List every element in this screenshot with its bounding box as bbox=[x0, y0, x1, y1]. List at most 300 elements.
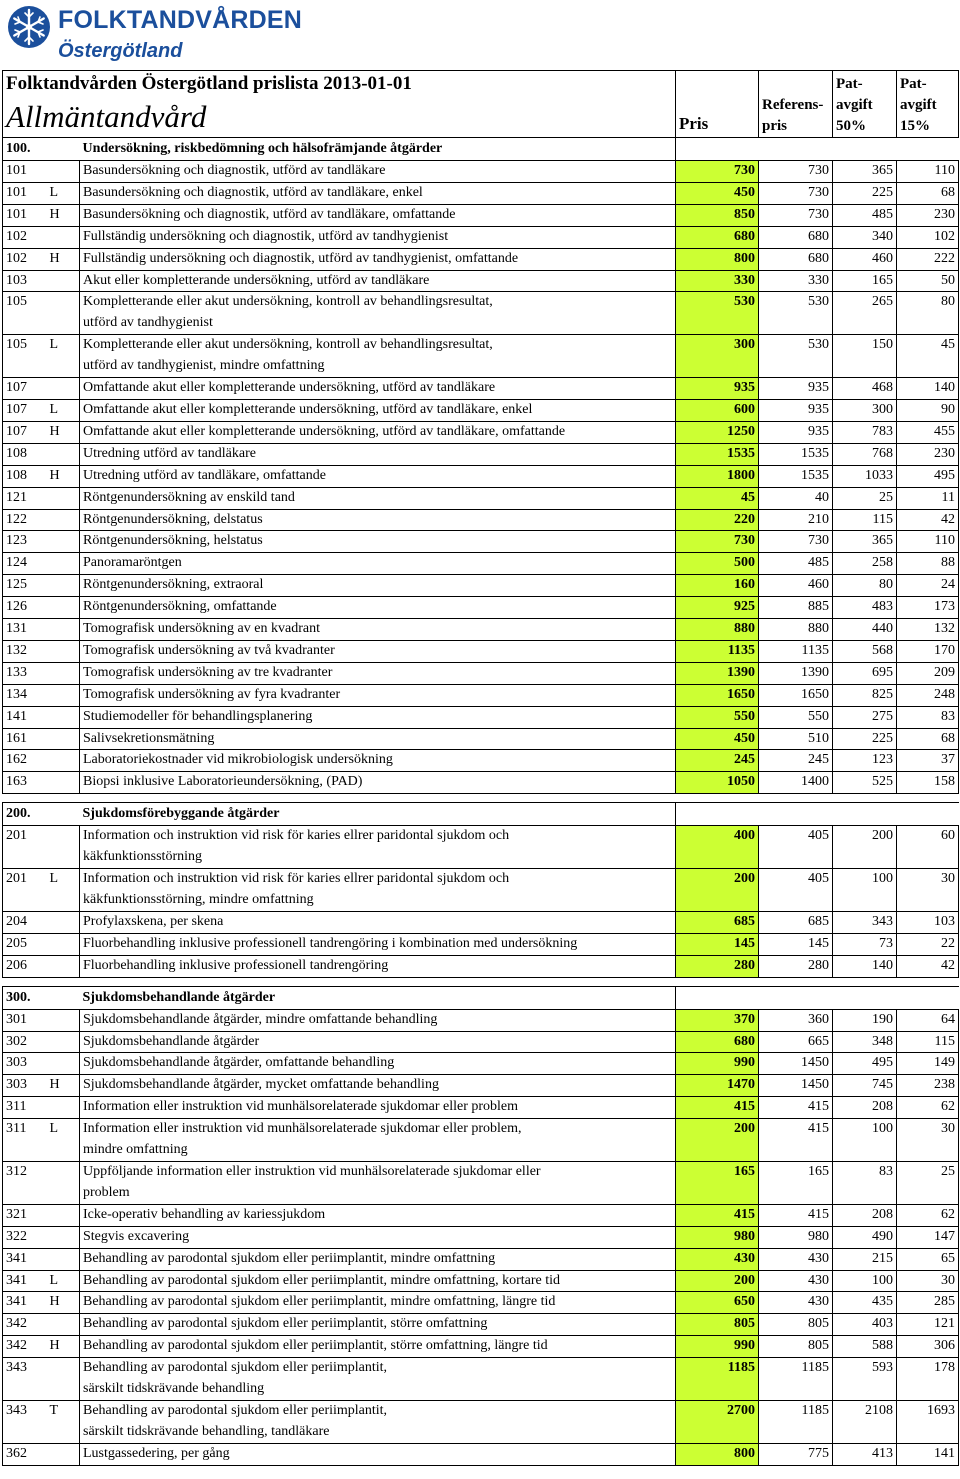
row-referenspris: 935 bbox=[759, 399, 833, 421]
row-referenspris: 935 bbox=[759, 421, 833, 443]
table-row bbox=[3, 292, 959, 335]
row-description-line: Biopsi inklusive Laboratorieundersökning, (PAD) bbox=[83, 774, 363, 790]
row-description-line-2: utförd av tandhygienist bbox=[83, 315, 213, 331]
row-pris: 1470 bbox=[676, 1075, 759, 1097]
row-code: 204 bbox=[3, 911, 47, 933]
table-row bbox=[3, 1161, 959, 1204]
row-description bbox=[80, 1119, 676, 1162]
row-pris: 430 bbox=[676, 1248, 759, 1270]
row-patavgift-15: 11 bbox=[897, 487, 959, 509]
row-description-line-2: käkfunktionsstörning bbox=[83, 849, 202, 865]
row-pris: 685 bbox=[676, 911, 759, 933]
row-referenspris: 1535 bbox=[759, 465, 833, 487]
row-patavgift-15: 103 bbox=[897, 911, 959, 933]
row-code: 133 bbox=[3, 662, 47, 684]
row-description-line: Information eller instruktion vid munhälsorelaterade sjukdomar eller problem bbox=[83, 1099, 519, 1115]
row-referenspris: 730 bbox=[759, 182, 833, 204]
row-patavgift-50: 460 bbox=[833, 248, 897, 270]
row-description-line: Icke-operativ behandling av kariessjukdom bbox=[83, 1206, 326, 1222]
row-patavgift-50: 340 bbox=[833, 226, 897, 248]
row-patavgift-15: 42 bbox=[897, 955, 959, 977]
row-code: 125 bbox=[3, 575, 47, 597]
row-patavgift-15: 83 bbox=[897, 706, 959, 728]
row-description bbox=[80, 1270, 676, 1292]
row-description-line: Stegvis excavering bbox=[83, 1228, 190, 1244]
row-patavgift-50: 73 bbox=[833, 933, 897, 955]
row-patavgift-50: 265 bbox=[833, 292, 897, 335]
row-patavgift-50: 208 bbox=[833, 1204, 897, 1226]
row-description-line: Omfattande akut eller kompletterande undersökning, utförd av tandläkare, enkel bbox=[83, 401, 533, 417]
section-gap bbox=[3, 977, 959, 986]
row-description-line: Tomografisk undersökning av två kvadranter bbox=[83, 642, 335, 658]
row-description-line: Profylaxskena, per skena bbox=[83, 913, 224, 929]
row-description bbox=[80, 575, 676, 597]
table-row bbox=[3, 1248, 959, 1270]
row-patavgift-15: 115 bbox=[897, 1031, 959, 1053]
table-row bbox=[3, 248, 959, 270]
row-description bbox=[80, 684, 676, 706]
row-pris: 730 bbox=[676, 161, 759, 183]
table-row bbox=[3, 662, 959, 684]
row-suffix bbox=[47, 597, 80, 619]
row-patavgift-50: 100 bbox=[833, 1270, 897, 1292]
row-description-line: Behandling av parodontal sjukdom eller periimplantit, större omfattning, längre tid bbox=[83, 1338, 548, 1354]
row-code: 206 bbox=[3, 955, 47, 977]
row-description bbox=[80, 619, 676, 641]
row-patavgift-15: 68 bbox=[897, 728, 959, 750]
row-suffix bbox=[47, 1204, 80, 1226]
row-description-line: Basundersökning och diagnostik, utförd av tandläkare bbox=[83, 163, 386, 178]
row-suffix bbox=[47, 1097, 80, 1119]
row-suffix: H bbox=[47, 1336, 80, 1358]
row-patavgift-50: 1033 bbox=[833, 465, 897, 487]
row-suffix: L bbox=[47, 182, 80, 204]
row-suffix: L bbox=[47, 1119, 80, 1162]
row-description-line: Tomografisk undersökning av tre kvadranter bbox=[83, 664, 333, 680]
row-pris: 220 bbox=[676, 509, 759, 531]
section-title: Undersökning, riskbedömning och hälsofrämjande åtgärder bbox=[80, 138, 676, 161]
col-header-pat15: Pat-avgift 15% bbox=[897, 71, 959, 138]
row-patavgift-15: 147 bbox=[897, 1226, 959, 1248]
row-description bbox=[80, 1097, 676, 1119]
row-code: 312 bbox=[3, 1161, 47, 1204]
row-patavgift-15: 173 bbox=[897, 597, 959, 619]
row-patavgift-50: 190 bbox=[833, 1009, 897, 1031]
table-row bbox=[3, 955, 959, 977]
section-title: Sjukdomsbehandlande åtgärder bbox=[80, 986, 676, 1009]
row-patavgift-50: 300 bbox=[833, 399, 897, 421]
row-patavgift-50: 593 bbox=[833, 1358, 897, 1401]
table-row bbox=[3, 619, 959, 641]
row-patavgift-50: 115 bbox=[833, 509, 897, 531]
row-patavgift-15: 1693 bbox=[897, 1400, 959, 1443]
row-referenspris: 550 bbox=[759, 706, 833, 728]
row-pris: 680 bbox=[676, 1031, 759, 1053]
row-patavgift-15: 238 bbox=[897, 1075, 959, 1097]
row-description-line: Akut eller kompletterande undersökning, utförd av tandläkare bbox=[83, 272, 430, 288]
row-code: 122 bbox=[3, 509, 47, 531]
row-suffix: H bbox=[47, 204, 80, 226]
row-description bbox=[80, 553, 676, 575]
row-suffix: L bbox=[47, 399, 80, 421]
row-description-line: Sjukdomsbehandlande åtgärder, omfattande behandling bbox=[83, 1055, 395, 1071]
row-description-line: Behandling av parodontal sjukdom eller periimplantit, mindre omfattning, längre tid bbox=[83, 1294, 556, 1310]
row-patavgift-50: 483 bbox=[833, 597, 897, 619]
table-row bbox=[3, 487, 959, 509]
section-gap-cell bbox=[3, 977, 959, 986]
row-patavgift-15: 230 bbox=[897, 204, 959, 226]
row-pris: 730 bbox=[676, 531, 759, 553]
row-patavgift-50: 100 bbox=[833, 1119, 897, 1162]
row-description bbox=[80, 182, 676, 204]
row-description-line: Behandling av parodontal sjukdom eller periimplantit, bbox=[83, 1402, 388, 1418]
col-header-referens: Referens-pris bbox=[759, 71, 833, 138]
row-description-line: Information eller instruktion vid munhälsorelaterade sjukdomar eller problem, bbox=[83, 1121, 522, 1137]
row-pris: 1650 bbox=[676, 684, 759, 706]
row-code: 123 bbox=[3, 531, 47, 553]
row-patavgift-15: 24 bbox=[897, 575, 959, 597]
logo bbox=[6, 4, 306, 66]
row-suffix: L bbox=[47, 869, 80, 912]
table-row bbox=[3, 1270, 959, 1292]
row-suffix: H bbox=[47, 1075, 80, 1097]
table-row bbox=[3, 335, 959, 378]
row-referenspris: 430 bbox=[759, 1292, 833, 1314]
table-row bbox=[3, 1097, 959, 1119]
table-row bbox=[3, 531, 959, 553]
row-referenspris: 1450 bbox=[759, 1075, 833, 1097]
row-patavgift-50: 140 bbox=[833, 955, 897, 977]
row-patavgift-15: 62 bbox=[897, 1097, 959, 1119]
row-code: 302 bbox=[3, 1031, 47, 1053]
row-referenspris: 1390 bbox=[759, 662, 833, 684]
row-patavgift-15: 121 bbox=[897, 1314, 959, 1336]
row-suffix bbox=[47, 728, 80, 750]
row-pris: 1185 bbox=[676, 1358, 759, 1401]
row-suffix bbox=[47, 1358, 80, 1401]
row-referenspris: 485 bbox=[759, 553, 833, 575]
table-row bbox=[3, 1075, 959, 1097]
table-row bbox=[3, 869, 959, 912]
row-referenspris: 530 bbox=[759, 335, 833, 378]
row-pris: 1800 bbox=[676, 465, 759, 487]
row-pris: 2700 bbox=[676, 1400, 759, 1443]
row-description bbox=[80, 640, 676, 662]
row-description bbox=[80, 1204, 676, 1226]
row-description bbox=[80, 1248, 676, 1270]
row-code: 105 bbox=[3, 335, 47, 378]
row-patavgift-15: 306 bbox=[897, 1336, 959, 1358]
row-description bbox=[80, 1075, 676, 1097]
section-title: Sjukdomsförebyggande åtgärder bbox=[80, 803, 676, 826]
row-patavgift-50: 225 bbox=[833, 182, 897, 204]
row-suffix bbox=[47, 826, 80, 869]
section-code: 200. bbox=[3, 803, 47, 826]
row-code: 342 bbox=[3, 1314, 47, 1336]
row-code: 342 bbox=[3, 1336, 47, 1358]
row-description-line: Behandling av parodontal sjukdom eller periimplantit, mindre omfattning bbox=[83, 1250, 496, 1266]
table-row bbox=[3, 443, 959, 465]
row-description-line-2: problem bbox=[83, 1184, 130, 1200]
row-description bbox=[80, 1314, 676, 1336]
row-pris: 1390 bbox=[676, 662, 759, 684]
row-referenspris: 430 bbox=[759, 1270, 833, 1292]
row-pris: 850 bbox=[676, 204, 759, 226]
table-row bbox=[3, 1226, 959, 1248]
row-referenspris: 730 bbox=[759, 531, 833, 553]
table-row bbox=[3, 378, 959, 400]
row-patavgift-50: 225 bbox=[833, 728, 897, 750]
row-suffix bbox=[47, 1161, 80, 1204]
table-row bbox=[3, 161, 959, 183]
row-description bbox=[80, 161, 676, 183]
row-patavgift-50: 525 bbox=[833, 772, 897, 794]
row-patavgift-15: 22 bbox=[897, 933, 959, 955]
section-spacer bbox=[47, 138, 80, 161]
row-pris: 1135 bbox=[676, 640, 759, 662]
row-patavgift-15: 149 bbox=[897, 1053, 959, 1075]
row-description bbox=[80, 1009, 676, 1031]
table-row bbox=[3, 1009, 959, 1031]
row-pris: 500 bbox=[676, 553, 759, 575]
row-patavgift-15: 60 bbox=[897, 826, 959, 869]
row-description-line: Basundersökning och diagnostik, utförd av tandläkare, enkel bbox=[83, 184, 423, 200]
row-pris: 1250 bbox=[676, 421, 759, 443]
row-description-line: Behandling av parodontal sjukdom eller periimplantit, bbox=[83, 1360, 388, 1376]
row-patavgift-50: 403 bbox=[833, 1314, 897, 1336]
row-patavgift-50: 783 bbox=[833, 421, 897, 443]
row-description bbox=[80, 270, 676, 292]
row-patavgift-15: 30 bbox=[897, 1270, 959, 1292]
table-row bbox=[3, 1119, 959, 1162]
row-referenspris: 1185 bbox=[759, 1358, 833, 1401]
row-description-line: Fluorbehandling inklusive professionell tandrengöring i kombination med undersökning bbox=[83, 935, 578, 951]
row-patavgift-50: 150 bbox=[833, 335, 897, 378]
row-description bbox=[80, 772, 676, 794]
row-patavgift-50: 485 bbox=[833, 204, 897, 226]
table-row bbox=[3, 728, 959, 750]
row-patavgift-15: 110 bbox=[897, 531, 959, 553]
row-suffix bbox=[47, 270, 80, 292]
row-patavgift-50: 588 bbox=[833, 1336, 897, 1358]
row-referenspris: 510 bbox=[759, 728, 833, 750]
row-patavgift-50: 413 bbox=[833, 1443, 897, 1465]
row-description-line: Kompletterande eller akut undersökning, kontroll av behandlingsresultat, bbox=[83, 337, 493, 353]
row-description bbox=[80, 487, 676, 509]
row-description bbox=[80, 933, 676, 955]
row-patavgift-50: 275 bbox=[833, 706, 897, 728]
row-code: 321 bbox=[3, 1204, 47, 1226]
row-patavgift-50: 343 bbox=[833, 911, 897, 933]
row-referenspris: 880 bbox=[759, 619, 833, 641]
table-row bbox=[3, 1053, 959, 1075]
table-row bbox=[3, 597, 959, 619]
row-description bbox=[80, 911, 676, 933]
row-patavgift-50: 468 bbox=[833, 378, 897, 400]
row-description-line: Sjukdomsbehandlande åtgärder, mycket omfattande behandling bbox=[83, 1077, 439, 1093]
row-code: 201 bbox=[3, 869, 47, 912]
row-description bbox=[80, 509, 676, 531]
row-description-line: Behandling av parodontal sjukdom eller periimplantit, större omfattning bbox=[83, 1316, 488, 1332]
row-patavgift-50: 490 bbox=[833, 1226, 897, 1248]
row-description-line: Tomografisk undersökning av fyra kvadranter bbox=[83, 686, 341, 702]
row-patavgift-15: 178 bbox=[897, 1358, 959, 1401]
row-patavgift-15: 42 bbox=[897, 509, 959, 531]
row-patavgift-15: 37 bbox=[897, 750, 959, 772]
row-description-line: Röntgenundersökning, extraoral bbox=[83, 577, 264, 593]
row-pris: 650 bbox=[676, 1292, 759, 1314]
row-code: 107 bbox=[3, 378, 47, 400]
logo-region: Östergötland bbox=[58, 40, 183, 62]
table-row bbox=[3, 421, 959, 443]
row-code: 343 bbox=[3, 1400, 47, 1443]
row-description bbox=[80, 399, 676, 421]
section-blank bbox=[676, 138, 959, 161]
row-patavgift-15: 495 bbox=[897, 465, 959, 487]
row-description bbox=[80, 1443, 676, 1465]
row-code: 311 bbox=[3, 1097, 47, 1119]
row-patavgift-50: 215 bbox=[833, 1248, 897, 1270]
row-pris: 45 bbox=[676, 487, 759, 509]
row-patavgift-50: 200 bbox=[833, 826, 897, 869]
row-pris: 1535 bbox=[676, 443, 759, 465]
row-suffix bbox=[47, 1226, 80, 1248]
row-referenspris: 730 bbox=[759, 204, 833, 226]
row-pris: 990 bbox=[676, 1336, 759, 1358]
row-pris: 980 bbox=[676, 1226, 759, 1248]
row-code: 205 bbox=[3, 933, 47, 955]
row-description bbox=[80, 248, 676, 270]
row-description bbox=[80, 662, 676, 684]
row-referenspris: 980 bbox=[759, 1226, 833, 1248]
table-row bbox=[3, 575, 959, 597]
row-patavgift-15: 64 bbox=[897, 1009, 959, 1031]
row-patavgift-50: 695 bbox=[833, 662, 897, 684]
row-patavgift-15: 65 bbox=[897, 1248, 959, 1270]
row-description-line: Fullständig undersökning och diagnostik, utförd av tandhygienist bbox=[83, 228, 449, 244]
row-description bbox=[80, 1292, 676, 1314]
row-pris: 530 bbox=[676, 292, 759, 335]
document-title: Folktandvården Östergötland prislista 2013-01-01 bbox=[6, 73, 412, 94]
row-patavgift-50: 365 bbox=[833, 531, 897, 553]
row-patavgift-50: 495 bbox=[833, 1053, 897, 1075]
row-suffix bbox=[47, 1009, 80, 1031]
row-referenspris: 665 bbox=[759, 1031, 833, 1053]
row-patavgift-50: 100 bbox=[833, 869, 897, 912]
row-referenspris: 1450 bbox=[759, 1053, 833, 1075]
row-description-line: Omfattande akut eller kompletterande undersökning, utförd av tandläkare, omfattande bbox=[83, 423, 566, 439]
row-suffix bbox=[47, 443, 80, 465]
row-referenspris: 360 bbox=[759, 1009, 833, 1031]
row-referenspris: 530 bbox=[759, 292, 833, 335]
row-code: 162 bbox=[3, 750, 47, 772]
row-description-line: Röntgenundersökning, delstatus bbox=[83, 511, 263, 527]
row-referenspris: 1400 bbox=[759, 772, 833, 794]
row-description bbox=[80, 292, 676, 335]
row-description-line: Panoramaröntgen bbox=[83, 555, 182, 571]
row-patavgift-15: 88 bbox=[897, 553, 959, 575]
row-description-line: Information och instruktion vid risk för karies ellrer paridontal sjukdom och bbox=[83, 828, 510, 844]
row-code: 161 bbox=[3, 728, 47, 750]
title-cell bbox=[3, 71, 676, 138]
row-patavgift-15: 30 bbox=[897, 869, 959, 912]
row-referenspris: 1135 bbox=[759, 640, 833, 662]
row-patavgift-15: 158 bbox=[897, 772, 959, 794]
row-referenspris: 680 bbox=[759, 248, 833, 270]
row-code: 163 bbox=[3, 772, 47, 794]
section-header bbox=[3, 138, 959, 161]
row-suffix bbox=[47, 955, 80, 977]
row-description-line: Röntgenundersökning, helstatus bbox=[83, 533, 263, 549]
row-description-line: Utredning utförd av tandläkare, omfattande bbox=[83, 467, 326, 483]
row-patavgift-50: 568 bbox=[833, 640, 897, 662]
row-code: 107 bbox=[3, 399, 47, 421]
row-suffix: T bbox=[47, 1400, 80, 1443]
row-description bbox=[80, 1161, 676, 1204]
row-description-line: Uppföljande information eller instruktion vid munhälsorelaterade sjukdomar eller bbox=[83, 1163, 541, 1179]
row-description bbox=[80, 955, 676, 977]
row-patavgift-50: 165 bbox=[833, 270, 897, 292]
row-description-line: Kompletterande eller akut undersökning, kontroll av behandlingsresultat, bbox=[83, 294, 493, 310]
row-suffix bbox=[47, 911, 80, 933]
row-patavgift-50: 123 bbox=[833, 750, 897, 772]
row-referenspris: 1185 bbox=[759, 1400, 833, 1443]
row-patavgift-15: 68 bbox=[897, 182, 959, 204]
row-description-line: Utredning utförd av tandläkare bbox=[83, 445, 256, 461]
row-pris: 160 bbox=[676, 575, 759, 597]
table-row bbox=[3, 1336, 959, 1358]
row-suffix bbox=[47, 706, 80, 728]
row-description-line: Behandling av parodontal sjukdom eller periimplantit, mindre omfattning, kortare tid bbox=[83, 1272, 561, 1288]
row-description-line-2: käkfunktionsstörning, mindre omfattning bbox=[83, 892, 314, 907]
table-row bbox=[3, 684, 959, 706]
row-code: 102 bbox=[3, 248, 47, 270]
row-patavgift-50: 348 bbox=[833, 1031, 897, 1053]
row-description bbox=[80, 1358, 676, 1401]
row-suffix bbox=[47, 509, 80, 531]
table-row bbox=[3, 1314, 959, 1336]
row-suffix bbox=[47, 226, 80, 248]
section-blank bbox=[676, 803, 959, 826]
row-referenspris: 460 bbox=[759, 575, 833, 597]
row-patavgift-15: 222 bbox=[897, 248, 959, 270]
row-referenspris: 415 bbox=[759, 1097, 833, 1119]
row-patavgift-50: 25 bbox=[833, 487, 897, 509]
table-row bbox=[3, 1443, 959, 1465]
table-row bbox=[3, 933, 959, 955]
table-row bbox=[3, 182, 959, 204]
row-referenspris: 415 bbox=[759, 1119, 833, 1162]
row-referenspris: 775 bbox=[759, 1443, 833, 1465]
row-suffix: L bbox=[47, 1270, 80, 1292]
row-pris: 280 bbox=[676, 955, 759, 977]
row-pris: 880 bbox=[676, 619, 759, 641]
row-description bbox=[80, 826, 676, 869]
row-code: 311 bbox=[3, 1119, 47, 1162]
row-description-line: Fullständig undersökning och diagnostik, utförd av tandhygienist, omfattande bbox=[83, 250, 519, 266]
row-suffix bbox=[47, 933, 80, 955]
table-row bbox=[3, 399, 959, 421]
row-code: 121 bbox=[3, 487, 47, 509]
row-patavgift-50: 365 bbox=[833, 161, 897, 183]
row-pris: 680 bbox=[676, 226, 759, 248]
table-row bbox=[3, 1292, 959, 1314]
section-blank bbox=[676, 986, 959, 1009]
row-code: 201 bbox=[3, 826, 47, 869]
row-patavgift-15: 102 bbox=[897, 226, 959, 248]
row-code: 101 bbox=[3, 182, 47, 204]
row-suffix bbox=[47, 619, 80, 641]
